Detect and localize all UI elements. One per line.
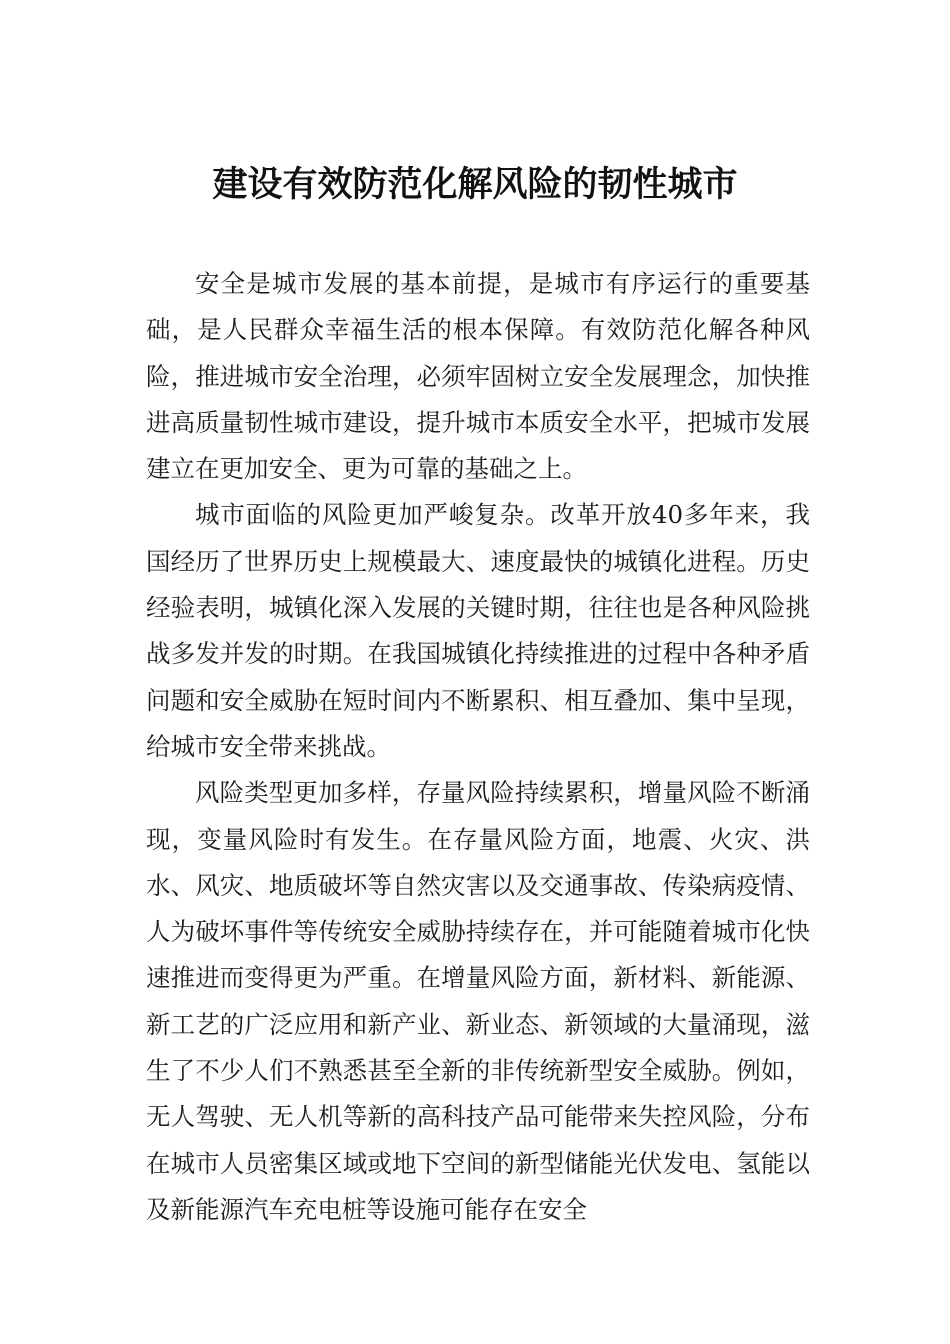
paragraph: 安全是城市发展的基本前提，是城市有序运行的重要基础，是人民群众幸福生活的根本保障。有效防范化解各种风险，推进城市安全治理，必须牢固树立安全发展理念，加快推进高质量韧性城市建设，提升城市本质安全水平，把城市发展建立在更加安全、更为可靠的基础之上。 <box>146 269 810 484</box>
paragraph: 风险类型更加多样，存量风险持续累积，增量风险不断涌现，变量风险时有发生。在存量风险方面，地震、火灾、洪水、风灾、地质破坏等自然灾害以及交通事故、传染病疫情、人为破坏事件等传统安全威胁持续存在，并可能随着城市化快速推进而变得更为严重。在增量风险方面，新材料、新能源、新工艺的广泛应用和新产业、新业态、新领域的大量涌现，滋生了不少人们不熟悉甚至全新的非传统新型安全威胁。例如，无人驾驶、无人机等新的高科技产品可能带来失控风险，分布在城市人员密集区域或地下空间的新型储能光伏发电、氢能以及新能源汽车充电桩等设施可能存在安全 <box>146 778 810 1224</box>
document-title: 建设有效防范化解风险的韧性城市 <box>212 164 738 205</box>
document-body <box>146 261 810 1233</box>
paragraph: 城市面临的风险更加严峻复杂。改革开放40多年来，我国经历了世界历史上规模最大、速度最快的城镇化进程。历史经验表明，城镇化深入发展的关键时期，往往也是各种风险挑战多发并发的时期。在我国城镇化持续推进的过程中各种矛盾问题和安全威胁在短时间内不断累积、相互叠加、集中呈现，给城市安全带来挑战。 <box>146 500 810 761</box>
